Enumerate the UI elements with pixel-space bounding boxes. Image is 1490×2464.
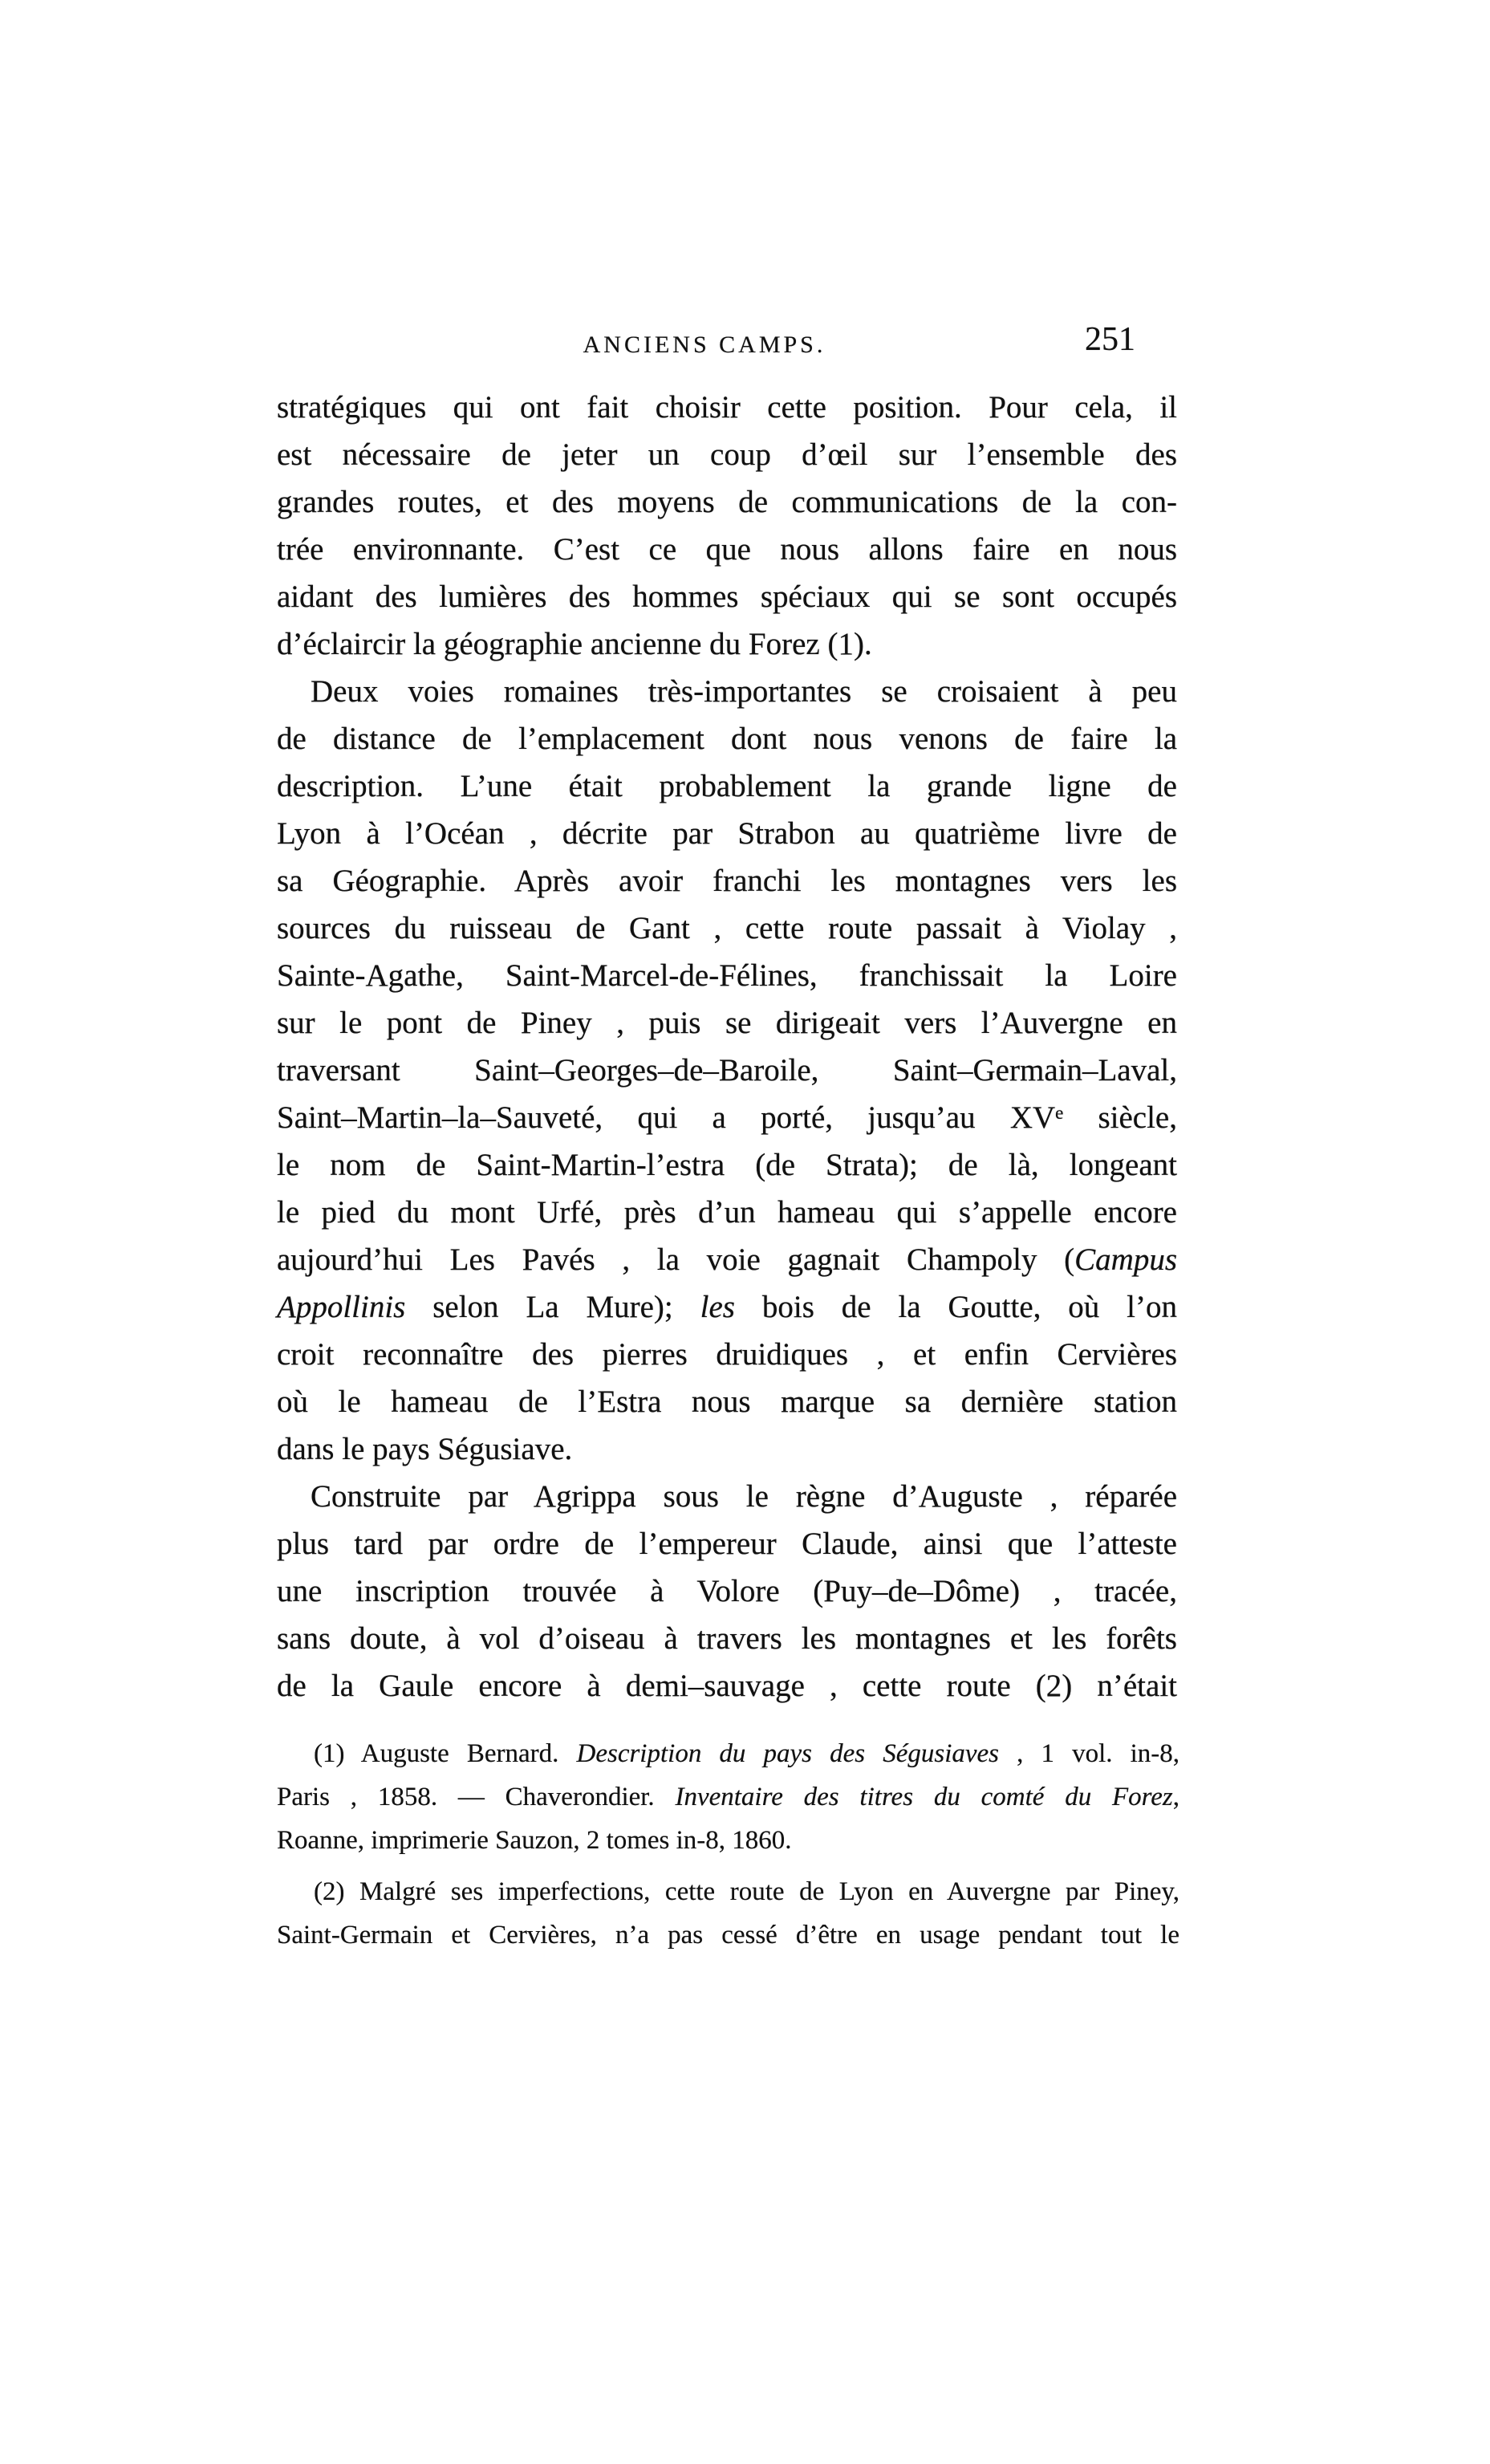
text-line (277, 573, 1177, 620)
text-segment: selon La Mure); (405, 1290, 700, 1324)
text-line (277, 1047, 1177, 1094)
text-line (277, 1520, 1177, 1567)
text-line (277, 715, 1177, 762)
text-line (277, 668, 1177, 715)
text-segment: aidant des lumières des hommes spéciaux qui se sont occupés (277, 579, 1177, 614)
text-segment: Deux voies romaines très-importantes se croisaient à peu (311, 674, 1177, 709)
text-segment: Construite par Agrippa sous le règne d’Auguste , réparée (311, 1479, 1177, 1514)
text-segment: de distance de l’emplacement dont nous venons de faire la (277, 722, 1177, 756)
text-line (277, 384, 1177, 431)
page-header (277, 321, 1177, 376)
text-segment: stratégiques qui ont fait choisir cette position. Pour cela, il (277, 390, 1177, 425)
text-segment: dans le pays Ségusiave. (277, 1432, 573, 1466)
text-line (277, 905, 1177, 952)
text-line (277, 762, 1177, 810)
text-line (277, 1236, 1177, 1283)
text-line (277, 620, 1177, 668)
text-segment: sources du ruisseau de Gant , cette route passait à Violay , (277, 911, 1177, 945)
text-segment: Paris , 1858. — Chaverondier. (277, 1783, 676, 1811)
text-segment: d’éclaircir la géographie ancienne du Forez (1). (277, 627, 872, 661)
italic-text-segment: Campus (1074, 1242, 1177, 1277)
text-segment: sans doute, à vol d’oiseau à travers les montagnes et les forêts (277, 1621, 1177, 1656)
italic-text-segment: Description du pays des Ségusiaves (576, 1739, 1000, 1768)
text-line (277, 1331, 1177, 1378)
paragraph (277, 1473, 1177, 1710)
text-line (277, 1819, 1179, 1862)
text-line (277, 1473, 1177, 1520)
text-line (277, 810, 1177, 857)
text-line (277, 1141, 1177, 1189)
text-line (277, 1425, 1177, 1473)
text-line (277, 1378, 1177, 1425)
text-segment: plus tard par ordre de l’empereur Claude, ainsi que l’atteste (277, 1527, 1177, 1561)
text-segment: Saint–Martin–la–Sauveté, qui a porté, jusqu’au XVᵉ siècle, (277, 1100, 1177, 1135)
text-line (277, 1615, 1177, 1662)
text-segment: le pied du mont Urfé, près d’un hameau qui s’appelle encore (277, 1195, 1177, 1230)
text-segment: Roanne, imprimerie Sauzon, 2 tomes in-8, 1860. (277, 1826, 792, 1855)
text-line (277, 431, 1177, 478)
text-segment: sa Géographie. Après avoir franchi les montagnes vers les (277, 864, 1177, 898)
text-line (277, 1870, 1179, 1913)
body-text (277, 384, 1177, 1710)
text-segment: Saint-Germain et Cervières, n’a pas cessé d’être en usage pendant tout le (277, 1921, 1179, 1950)
text-segment: est nécessaire de jeter un coup d’œil sur l’ensemble des (277, 437, 1177, 472)
text-segment: croit reconnaître des pierres druidiques , et enfin Cervières (277, 1337, 1177, 1372)
italic-text-segment: Appollinis (277, 1290, 406, 1324)
text-segment: (2) Malgré ses imperfections, cette route de Lyon en Auvergne par Piney, (314, 1877, 1179, 1906)
text-line (277, 526, 1177, 573)
text-line (277, 478, 1177, 526)
text-line (277, 952, 1177, 999)
text-segment: Lyon à l’Océan , décrite par Strabon au quatrième livre de (277, 816, 1177, 851)
text-line (277, 1913, 1179, 1957)
italic-text-segment: les (700, 1290, 735, 1324)
text-segment: Sainte-Agathe, Saint-Marcel-de-Félines, franchissait la Loire (277, 958, 1177, 993)
text-line (277, 857, 1177, 905)
text-line (277, 1662, 1177, 1710)
text-line (277, 1567, 1177, 1615)
text-segment: , (1172, 1783, 1180, 1811)
text-line (277, 1775, 1179, 1819)
text-segment: de la Gaule encore à demi–sauvage , cette route (2) n’était (277, 1669, 1177, 1703)
text-segment: une inscription trouvée à Volore (Puy–de–Dôme) , tracée, (277, 1574, 1177, 1608)
text-line (277, 1094, 1177, 1141)
text-line (277, 1189, 1177, 1236)
footnote (277, 1870, 1179, 1957)
text-segment: aujourd’hui Les Pavés , la voie gagnait Champoly ( (277, 1242, 1075, 1277)
text-line (277, 1732, 1179, 1775)
text-segment: grandes routes, et des moyens de communications de la con- (277, 485, 1177, 519)
text-segment: , 1 vol. in-8, (999, 1739, 1180, 1768)
text-segment: description. L’une était probablement la grande ligne de (277, 769, 1177, 803)
text-line (277, 1283, 1177, 1331)
text-line (277, 999, 1177, 1047)
text-segment: sur le pont de Piney , puis se dirigeait vers l’Auvergne en (277, 1006, 1177, 1040)
paragraph (277, 668, 1177, 1473)
footnotes-section (277, 1732, 1179, 1957)
page-number: 251 (1085, 321, 1135, 358)
running-title: ANCIENS CAMPS. (583, 331, 826, 358)
text-segment: bois de la Goutte, où l’on (734, 1290, 1177, 1324)
footnote (277, 1732, 1179, 1862)
text-segment: (1) Auguste Bernard. (314, 1739, 577, 1768)
text-segment: traversant Saint–Georges–de–Baroile, Saint–Germain–Laval, (277, 1053, 1177, 1088)
paragraph (277, 384, 1177, 668)
italic-text-segment: Inventaire des titres du comté du Forez (675, 1783, 1173, 1811)
text-segment: trée environnante. C’est ce que nous allons faire en nous (277, 532, 1177, 567)
text-segment: où le hameau de l’Estra nous marque sa dernière station (277, 1384, 1177, 1419)
text-segment: le nom de Saint-Martin-l’estra (de Strata); de là, longeant (277, 1148, 1177, 1182)
